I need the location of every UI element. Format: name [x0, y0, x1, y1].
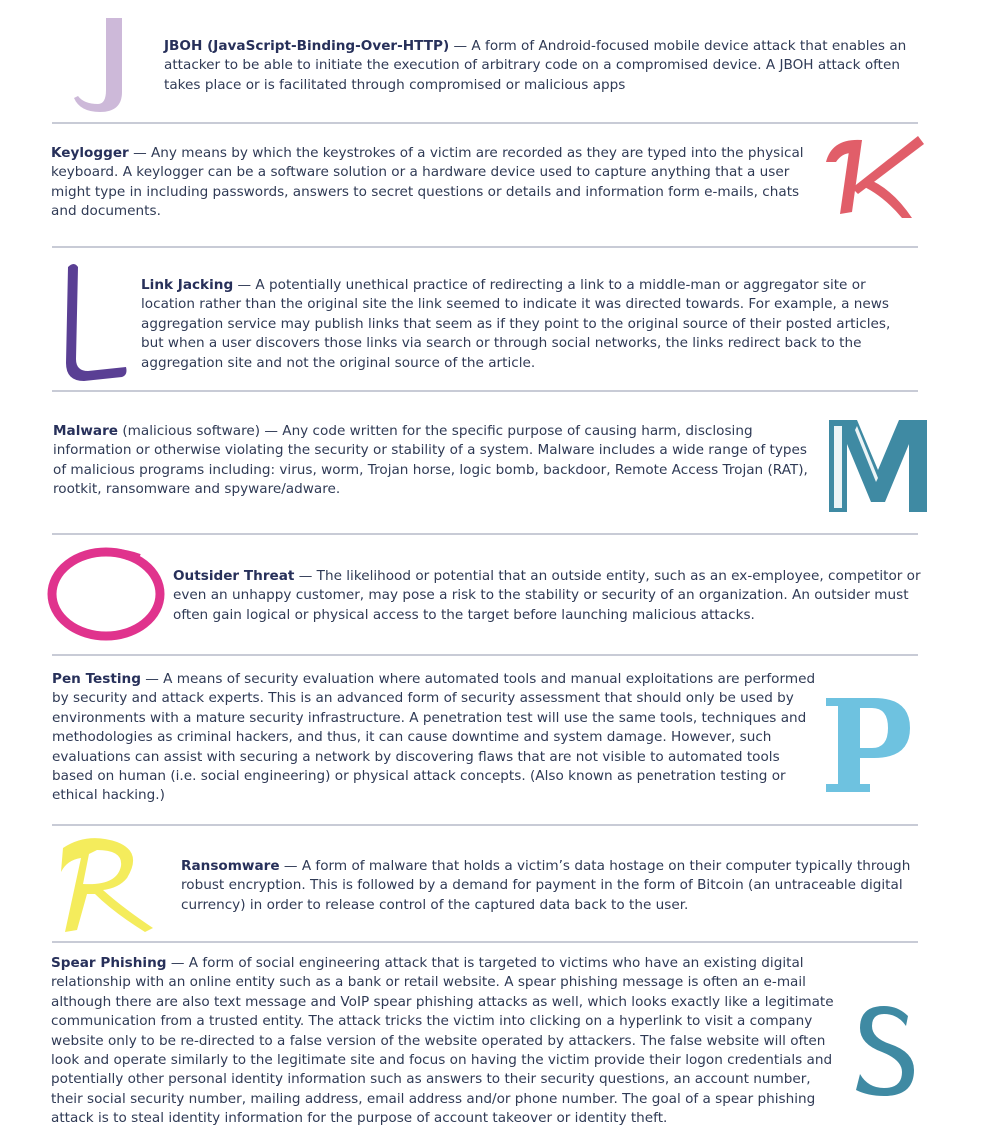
letter-s-illustration: [852, 1004, 918, 1096]
glossary-entry-spear-phishing: [51, 954, 845, 1129]
entry-definition: — A form of malware that holds a victim’s data hostage on their computer typically through robust encryption. This is followed by a demand for payment in the form of Bitcoin (an untraceable digital currency) in order to release control of the captured data back to the user.: [181, 858, 911, 913]
entry-term: Link Jacking: [141, 277, 234, 293]
letter-k-illustration: [822, 128, 928, 224]
letter-o-illustration: [46, 546, 168, 642]
divider: [52, 824, 918, 826]
entry-term: JBOH (JavaScript-Binding-Over-HTTP): [164, 38, 450, 54]
entry-definition: — A potentially unethical practice of redirecting a link to a middle-man or aggregator site or location rather than the original site the link seemed to indicate it was directed towards. For example, a news aggregation service may publish links that seem as if they point to the original source of their posted articles, but when a user discovers those links via search or through social networks, the links redirect back to the aggregation site and not the original source of the article.: [141, 277, 891, 371]
entry-definition: — A means of security evaluation where automated tools and manual exploitations are performed by security and attack experts. This is an advanced form of security assessment that should only be used by environments with a mature security infrastructure. A penetration test will use the same tools, techniques and methodologies as criminal hackers, and thus, it can cause downtime and system damage. However, such evaluations can assist with securing a network by discovering flaws that are not visible to automated tools based on human (i.e. social engineering) or physical attack concepts. (Also known as penetration testing or ethical hacking.): [52, 671, 816, 804]
letter-l-illustration: [62, 259, 130, 383]
letter-j-illustration: [70, 14, 130, 114]
letter-r-illustration: [47, 838, 157, 934]
divider: [52, 246, 918, 248]
entry-definition: — A form of social engineering attack that is targeted to victims who have an existing digital relationship with an online entity such as a bank or retail website. A spear phishing message is often an e-mail although there are also text message and VoIP spear phishing attacks as well, which looks exactly like a legitimate communication from a trusted entity. The attack tricks the victim into clicking on a hyperlink to visit a company website only to be re-directed to a false version of the website operated by attackers. The false website will often look and operate similarly to the legitimate site and focus on having the victim provide their logon credentials and potentially other personal identity information such as answers to their security questions, an account number, their social security number, mailing address, email address and/or phone number. The goal of a spear phishing attack is to steal identity information for the purpose of account takeover or identity theft.: [51, 955, 834, 1127]
entry-definition: — A form of Android-focused mobile device attack that enables an attacker to be able to initiate the execution of arbitrary code on a compromised device. A JBOH attack often takes place or is facilitated through compromised or malicious apps: [164, 38, 907, 93]
entry-term: Keylogger: [51, 145, 129, 161]
glossary-entry-outsider-threat: [173, 567, 927, 625]
entry-term: Pen Testing: [52, 671, 141, 687]
letter-p-illustration: [826, 698, 914, 792]
entry-term: Spear Phishing: [51, 955, 167, 971]
glossary-entry-pen-testing: [52, 670, 822, 806]
entry-definition: — The likelihood or potential that an outside entity, such as an ex-employee, competitor or even an unhappy customer, may pose a risk to the stability or security of an organization. An outsider must often gain logical or physical access to the target before launching malicious attacks.: [173, 568, 921, 623]
divider: [52, 122, 918, 124]
glossary-entry-malware: [53, 422, 821, 500]
entry-definition: (malicious software) — Any code written for the specific purpose of causing harm, disclosing information or otherwise violating the security or stability of a system. Malware includes a wide range of types of malicious programs including: virus, worm, Trojan horse, logic bomb, backdoor, Remote Access Trojan (RAT), rootkit, ransomware and spyware/adware.: [53, 423, 808, 498]
entry-definition: — Any means by which the keystrokes of a victim are recorded as they are typed into the physical keyboard. A keylogger can be a software solution or a hardware device used to capture anything that a user might type in including passwords, answers to secret questions or details and information form e-mails, chats and documents.: [51, 145, 804, 220]
divider: [52, 390, 918, 392]
entry-term: Malware: [53, 423, 119, 439]
glossary-entry-jboh: [164, 37, 924, 95]
divider: [52, 941, 918, 943]
glossary-entry-link-jacking: [141, 276, 911, 373]
entry-term: Ransomware: [181, 858, 280, 874]
glossary-entry-keylogger: [51, 144, 813, 222]
entry-term: Outsider Threat: [173, 568, 295, 584]
letter-m-illustration: [829, 420, 927, 512]
divider: [52, 533, 918, 535]
divider: [52, 654, 918, 656]
glossary-entry-ransomware: [181, 857, 921, 915]
